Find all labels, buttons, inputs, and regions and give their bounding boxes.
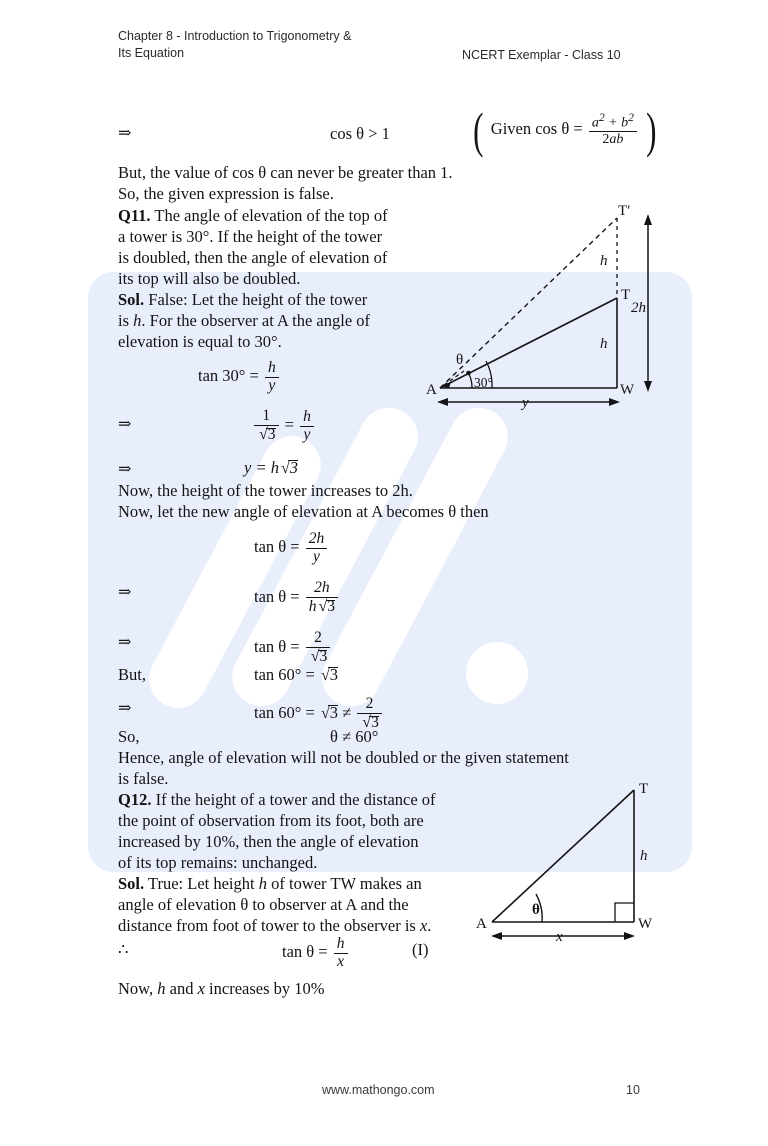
eq-onebyroot3-num: 1: [262, 407, 271, 424]
eq-y-equals-h-root3: [244, 458, 298, 479]
diagram2-label-W: W: [638, 916, 653, 932]
eq-h-over-y-den: y: [300, 426, 314, 444]
line-hence-2: is false.: [118, 769, 169, 788]
implies-arrow-6: ⇒: [118, 700, 132, 717]
diagram1-label-A: A: [426, 382, 437, 398]
radical-value-d: 3: [319, 647, 328, 665]
q11-text-1: The angle of elevation of the top of: [150, 206, 388, 225]
now-hx-h: h: [157, 979, 166, 998]
eq-tan60-root3: [254, 665, 338, 686]
radical-sign-f: √: [320, 705, 330, 723]
radical-bar-e: [328, 667, 338, 668]
given-fraction: [589, 112, 637, 147]
eq-2h-over-y-den: y: [306, 548, 328, 566]
diagram2-label-h: h: [640, 848, 648, 864]
eq-tan-theta-h-x: [282, 936, 350, 970]
sol12-line-2: angle of elevation θ to observer at A and the: [118, 895, 409, 914]
eq-equals-1: =: [284, 415, 294, 435]
radical-bar-b: [288, 460, 298, 461]
eq-tan-theta-hx-lhs: tan θ =: [282, 942, 328, 962]
book-title: NCERT Exemplar - Class 10: [462, 48, 621, 62]
radical-sign-d: √: [310, 647, 320, 665]
radical-3c: [317, 598, 336, 616]
q12-tag: Q12.: [118, 790, 152, 809]
diagram1-label-2h: 2h: [631, 300, 646, 316]
radical-bar-g: [369, 716, 379, 717]
radical-bar-f: [328, 705, 338, 706]
sol11-l2-b: . For the observer at A the angle of: [141, 311, 371, 330]
sol12-l1-h: h: [258, 874, 267, 893]
eq-2h-over-hroot3-fraction: [306, 580, 338, 615]
now-hx-b: and: [165, 979, 198, 998]
eq-h-over-y-fraction: [300, 409, 314, 443]
label-but: But,: [118, 665, 146, 684]
now-hx-a: Now,: [118, 979, 158, 998]
eq-tan-theta-hx-num: h: [336, 935, 345, 952]
sol12-line-3: [118, 916, 431, 936]
diagram1-label-30deg: 30°: [474, 375, 493, 390]
chapter-title-line1: Chapter 8 - Introduction to Trigonometry &: [118, 29, 352, 43]
q11-line-4: its top will also be doubled.: [118, 269, 301, 288]
tower-elevation-diagram: [470, 775, 670, 955]
radical-value-f: 3: [329, 703, 338, 723]
eq-tan60-lhs-2: tan 60° =: [254, 703, 315, 723]
line-now-h-x-increase: [118, 979, 325, 999]
eq-tan-theta-lhs-1: tan θ =: [254, 537, 300, 557]
sol12-line-1: [118, 874, 422, 894]
radical-sign-e: √: [320, 667, 330, 684]
diagram1-label-h-lower: h: [600, 336, 608, 352]
eq-tan-theta-lhs-2: tan θ =: [254, 587, 300, 607]
eq-tan30-lhs: tan 30° =: [198, 366, 259, 386]
radical-value-a: 3: [267, 425, 276, 443]
diagram1-label-T: T: [621, 287, 631, 303]
eq-2-over-root3-num: 2: [314, 629, 322, 646]
radical-value-e: 3: [329, 665, 338, 684]
given-numerator: $a^2 + b^2$: [591, 111, 634, 131]
line-hence-1: Hence, angle of elevation will not be doubled or the given statement: [118, 748, 569, 767]
now-hx-x: x: [197, 979, 205, 998]
radical-3f: [319, 703, 338, 724]
radical-sign-g: √: [362, 713, 372, 731]
diagram2-label-A: A: [476, 916, 487, 932]
eq-tan-theta-hx-den: x: [334, 953, 348, 971]
sol11-l2-h: h: [133, 311, 142, 330]
eq-y-lhs: y = h: [244, 458, 279, 477]
eq-2h-over-hroot3-den: [306, 597, 338, 616]
implies-arrow: ⇒: [118, 125, 132, 142]
eq-theta-ne-60: θ ≠ 60°: [330, 727, 379, 746]
footer-url[interactable]: www.mathongo.com: [322, 1083, 435, 1097]
radical-3a: [257, 426, 276, 444]
eq-tan30-fraction: [265, 360, 279, 394]
diagram1-label-T-prime: T′: [618, 203, 631, 219]
eq-2-over-root3-fraction: [306, 630, 331, 665]
footer-page-number: 10: [626, 1083, 640, 1097]
eq-ne-num: 2: [365, 695, 374, 712]
q12-text-1: If the height of a tower and the distance of: [151, 790, 436, 809]
page-footer: [0, 1083, 768, 1103]
sol12-l1-a: True: Let height: [144, 874, 259, 893]
sol12-l1-b: of tower TW makes an: [266, 874, 422, 893]
eq-tan60-lhs-1: tan 60° =: [254, 665, 315, 684]
radical-value-b: 3: [289, 458, 298, 477]
radical-bar-d: [318, 650, 328, 651]
radical-bar-a: [266, 428, 276, 429]
eq-2-over-root3-den: [306, 647, 331, 666]
eq-tan-theta-2h-hroot3: [254, 580, 340, 615]
label-so: So,: [118, 727, 140, 746]
now-hx-c: increases by 10%: [204, 979, 325, 998]
radical-sign-c: √: [318, 597, 328, 615]
radical-value-g: 3: [371, 713, 379, 731]
sol11-l2-a: is: [118, 311, 134, 330]
sol12-l3-a: distance from foot of tower to the observer is: [118, 916, 420, 935]
sol11-line-3: elevation is equal to 30°.: [118, 332, 282, 351]
line-now-height: Now, the height of the tower increases to 2h.: [118, 481, 413, 500]
paren-open: (: [473, 101, 484, 158]
eq-tan-theta-2h-y: [254, 531, 329, 565]
sol11-tag: Sol.: [118, 290, 145, 309]
diagram1-label-W: W: [620, 382, 635, 398]
radical-sign-a: √: [259, 425, 268, 443]
radical-3d: [309, 648, 328, 666]
sol11-text-1: False: Let the height of the tower: [144, 290, 368, 309]
q12-line-3: increased by 10%, then the angle of elevation: [118, 832, 419, 851]
eq-tan30-den: y: [265, 377, 279, 395]
eq-tan-theta-hx-fraction: [334, 936, 348, 970]
therefore-symbol: ∴: [118, 940, 129, 959]
q11-tag: Q11.: [118, 206, 151, 225]
radical-value-c: 3: [327, 597, 336, 615]
diagram1-label-h-upper: h: [600, 253, 608, 269]
eq-2h-over-y-fraction: [306, 531, 328, 565]
line-now-let: Now, let the new angle of elevation at A becomes θ then: [118, 502, 489, 521]
eq-tan-theta-2-root3: [254, 630, 332, 665]
eq-2h-over-y-num: 2h: [308, 530, 325, 547]
equation-number-I: (I): [412, 940, 429, 959]
eq-2h-over-hroot3-num: 2h: [314, 579, 330, 596]
implies-arrow-4: ⇒: [118, 584, 132, 601]
radical-3e: [319, 665, 338, 686]
diagram2-label-theta: θ: [532, 902, 540, 918]
not-equal-sign: ≠: [342, 703, 352, 723]
sol12-l3-x: x: [419, 916, 428, 935]
sol11-line-2: [118, 311, 370, 331]
q11-line-1: [118, 206, 388, 226]
eq-one-over-root3: [252, 408, 316, 443]
implies-arrow-5: ⇒: [118, 634, 132, 651]
tower-doubled-height-diagram: [420, 195, 680, 420]
sol12-tag: Sol.: [118, 874, 145, 893]
diagram1-label-y: y: [522, 395, 529, 411]
eq-h-over-y-num: h: [303, 408, 311, 425]
q11-line-3: is doubled, then the angle of elevation of: [118, 248, 388, 267]
eq-tan30-num: h: [267, 359, 276, 376]
given-label: Given cos θ =: [490, 119, 583, 139]
eq-onebyroot3-den: [254, 425, 279, 444]
implies-arrow-2: ⇒: [118, 416, 132, 433]
given-denominator: 2ab: [589, 131, 637, 147]
eq-tan-theta-lhs-3: tan θ =: [254, 637, 300, 657]
sol12-l3-b: .: [427, 916, 432, 935]
line-expression-false: So, the given expression is false.: [118, 184, 334, 203]
sol11-line-1: [118, 290, 367, 310]
given-cos-parenthetical: [470, 101, 660, 158]
eq-cos-gt-1: cos θ > 1: [330, 124, 390, 143]
diagram1-label-theta: θ: [456, 352, 464, 368]
paren-close: ): [646, 101, 657, 158]
eq-tan30: [198, 360, 281, 394]
line-cos-never-greater: But, the value of cos θ can never be greater than 1.: [118, 163, 453, 182]
diagram2-label-x: x: [556, 929, 563, 945]
radical-3b: [279, 458, 298, 479]
q12-line-1: [118, 790, 436, 810]
chapter-title-line2: Its Equation: [118, 46, 185, 60]
q11-line-2: a tower is 30°. If the height of the tower: [118, 227, 383, 246]
q12-line-2: the point of observation from its foot, both are: [118, 811, 424, 830]
implies-arrow-3: ⇒: [118, 461, 132, 478]
q12-line-4: of its top remains: unchanged.: [118, 853, 318, 872]
radical-bar-c: [326, 600, 336, 601]
diagram2-label-T: T: [639, 781, 649, 797]
radical-sign-b: √: [280, 460, 290, 477]
eq-onebyroot3-fraction: [254, 408, 279, 443]
eq-den-h: h: [308, 597, 317, 615]
